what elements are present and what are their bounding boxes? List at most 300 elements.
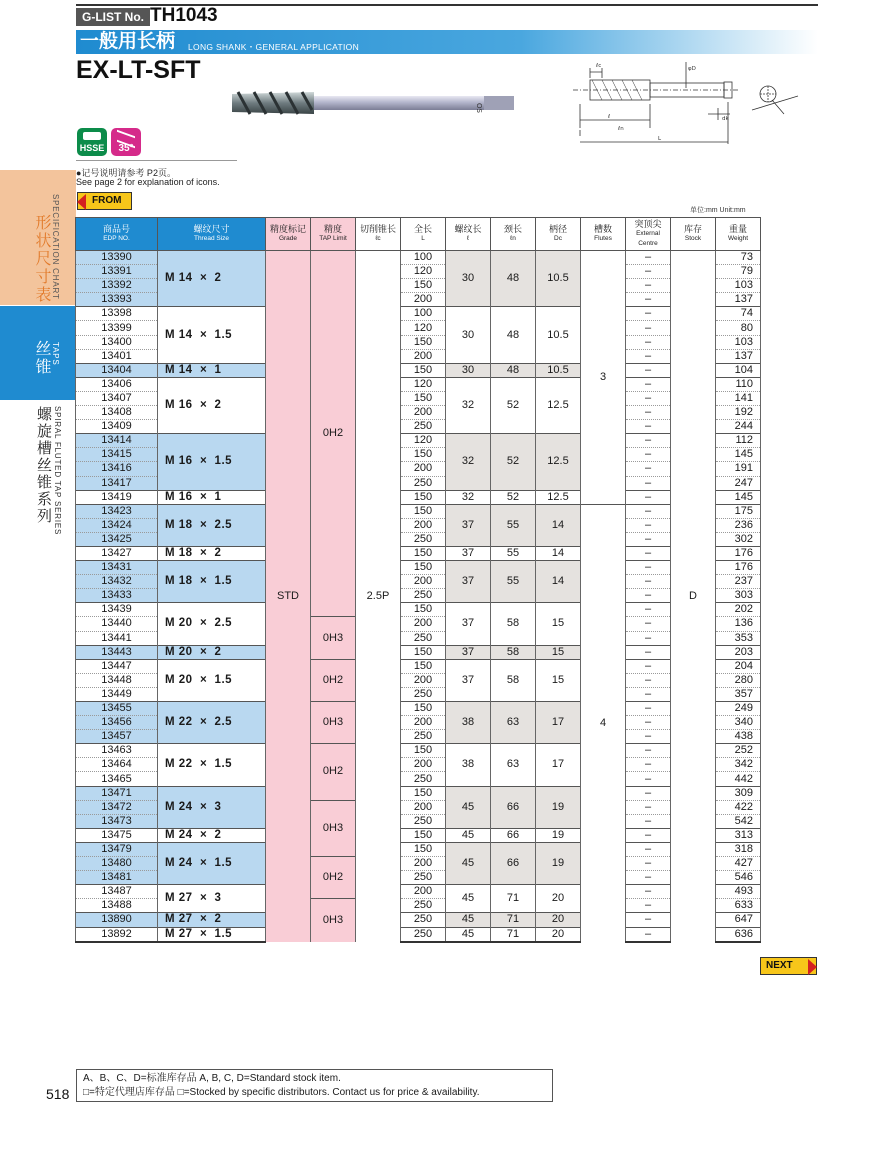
- edp-number: 13481: [76, 871, 158, 885]
- edp-number: 13414: [76, 434, 158, 448]
- weight: 442: [716, 772, 761, 786]
- shank-diameter: 15: [536, 603, 581, 645]
- thread-size: M 20 × 1.5: [158, 659, 266, 701]
- weight: 145: [716, 448, 761, 462]
- shank-diameter: 20: [536, 885, 581, 913]
- col-header: [311, 218, 356, 251]
- table-row: [76, 786, 761, 800]
- thread-size: M 20 × 2.5: [158, 603, 266, 645]
- external-centre: –: [626, 561, 671, 575]
- weight: 192: [716, 406, 761, 420]
- external-centre: –: [626, 913, 671, 927]
- divider: [76, 160, 237, 161]
- weight: 175: [716, 504, 761, 518]
- col-header: [446, 218, 491, 251]
- side-series-en: SPIRAL FLUTED TAP SERIES: [53, 406, 62, 536]
- tap-tool-image: [228, 88, 520, 118]
- overall-length: 150: [401, 363, 446, 377]
- edp-number: 13465: [76, 772, 158, 786]
- overall-length: 150: [401, 391, 446, 405]
- external-centre: –: [626, 772, 671, 786]
- thread-length: 45: [446, 927, 491, 942]
- external-centre: –: [626, 744, 671, 758]
- thread-size: M 27 × 1.5: [158, 927, 266, 942]
- weight: 342: [716, 758, 761, 772]
- tap-limit: 0H2: [311, 251, 356, 617]
- edp-number: 13415: [76, 448, 158, 462]
- page-number: 518: [46, 1086, 70, 1102]
- label-d: φD: [688, 66, 696, 72]
- table-row: [76, 927, 761, 942]
- label-ln: ℓn: [618, 126, 624, 132]
- label-L: L: [658, 136, 662, 142]
- weight: 357: [716, 687, 761, 701]
- overall-length: 250: [401, 687, 446, 701]
- thread-size: M 20 × 2: [158, 645, 266, 659]
- col-header-en: ℓ: [466, 235, 470, 242]
- external-centre: –: [626, 518, 671, 532]
- glist-code: TH1043: [150, 5, 218, 26]
- thread-size: M 24 × 3: [158, 786, 266, 828]
- legend-distributor: □=特定代理店库存品 □=Stocked by specific distributors. Contact us for price & availability.: [83, 1087, 480, 1098]
- tap-limit: 0H3: [311, 899, 356, 942]
- neck-length: 71: [491, 927, 536, 942]
- overall-length: 250: [401, 814, 446, 828]
- external-centre: –: [626, 391, 671, 405]
- side-tab-taps[interactable]: [0, 306, 76, 400]
- shank-diameter: 10.5: [536, 363, 581, 377]
- neck-length: 71: [491, 885, 536, 913]
- table-row: [76, 885, 761, 899]
- overall-length: 150: [401, 702, 446, 716]
- table-row: [76, 645, 761, 659]
- col-header: [671, 218, 716, 251]
- overall-length: 200: [401, 349, 446, 363]
- edp-number: 13890: [76, 913, 158, 927]
- neck-length: 66: [491, 786, 536, 828]
- weight: 313: [716, 828, 761, 842]
- thread-size: M 18 × 2: [158, 546, 266, 560]
- side-series-cn: 螺旋槽丝锥系列: [35, 406, 52, 525]
- edp-number: 13443: [76, 645, 158, 659]
- thread-size: M 24 × 2: [158, 828, 266, 842]
- edp-number: 13448: [76, 673, 158, 687]
- external-centre: –: [626, 716, 671, 730]
- table-row: [76, 546, 761, 560]
- overall-length: 100: [401, 307, 446, 321]
- overall-length: 150: [401, 842, 446, 856]
- shank-diameter: 15: [536, 645, 581, 659]
- weight: 104: [716, 363, 761, 377]
- weight: 353: [716, 631, 761, 645]
- external-centre: –: [626, 828, 671, 842]
- shank-diameter: 12.5: [536, 490, 581, 504]
- col-header: [491, 218, 536, 251]
- model-name: EX-LT-SFT: [76, 56, 201, 84]
- edp-number: 13419: [76, 490, 158, 504]
- weight: 542: [716, 814, 761, 828]
- table-row: [76, 490, 761, 504]
- shank-diameter: 19: [536, 828, 581, 842]
- overall-length: 200: [401, 406, 446, 420]
- edp-number: 13441: [76, 631, 158, 645]
- tool-marking: OS: [475, 103, 483, 113]
- col-header-en: EDP NO.: [103, 235, 130, 242]
- shank-diameter: 19: [536, 786, 581, 828]
- flutes: 3: [581, 251, 626, 505]
- weight: 318: [716, 842, 761, 856]
- external-centre: –: [626, 673, 671, 687]
- overall-length: 200: [401, 673, 446, 687]
- side-tab-spec-chart[interactable]: [0, 170, 76, 305]
- weight: 427: [716, 857, 761, 871]
- neck-length: 52: [491, 377, 536, 433]
- col-header-cn: 库存: [683, 224, 702, 234]
- edp-number: 13417: [76, 476, 158, 490]
- edp-number: 13440: [76, 617, 158, 631]
- edp-number: 13463: [76, 744, 158, 758]
- overall-length: 120: [401, 321, 446, 335]
- weight: 249: [716, 702, 761, 716]
- col-header-en: L: [421, 235, 425, 242]
- edp-number: 13480: [76, 857, 158, 871]
- hsse-icon: HSSE: [77, 128, 107, 156]
- overall-length: 200: [401, 518, 446, 532]
- col-header-en: ℓn: [510, 235, 516, 242]
- tap-limit: 0H2: [311, 659, 356, 701]
- shank-diameter: 19: [536, 842, 581, 884]
- neck-length: 48: [491, 363, 536, 377]
- overall-length: 250: [401, 927, 446, 942]
- external-centre: –: [626, 532, 671, 546]
- helix-angle-icon: 35°: [111, 128, 141, 156]
- icon-note-en: See page 2 for explanation of icons.: [76, 177, 220, 187]
- shank-diameter: 14: [536, 546, 581, 560]
- neck-length: 58: [491, 645, 536, 659]
- table-row: [76, 702, 761, 716]
- thread-length: 30: [446, 251, 491, 307]
- overall-length: 120: [401, 377, 446, 391]
- edp-number: 13473: [76, 814, 158, 828]
- thread-length: 30: [446, 363, 491, 377]
- shank-diameter: 12.5: [536, 434, 581, 490]
- spec-table: [75, 217, 761, 943]
- label-dk: dk: [722, 116, 729, 122]
- shank-diameter: 10.5: [536, 307, 581, 363]
- table-row: [76, 561, 761, 575]
- edp-number: 13475: [76, 828, 158, 842]
- table-row: [76, 307, 761, 321]
- edp-number: 13408: [76, 406, 158, 420]
- neck-length: 58: [491, 603, 536, 645]
- col-header-cn: 槽数: [593, 224, 612, 234]
- edp-number: 13456: [76, 716, 158, 730]
- col-header-cn: 切削锥长: [359, 224, 396, 234]
- weight: 237: [716, 575, 761, 589]
- external-centre: –: [626, 857, 671, 871]
- col-header-cn: 突顶尖: [634, 219, 662, 229]
- external-centre: –: [626, 730, 671, 744]
- thread-length: 38: [446, 702, 491, 744]
- weight: 309: [716, 786, 761, 800]
- external-centre: –: [626, 800, 671, 814]
- external-centre: –: [626, 321, 671, 335]
- edp-number: 13398: [76, 307, 158, 321]
- thread-length: 37: [446, 603, 491, 645]
- external-centre: –: [626, 462, 671, 476]
- edp-number: 13407: [76, 391, 158, 405]
- col-header-cn: 柄径: [548, 224, 567, 234]
- thread-length: 37: [446, 546, 491, 560]
- edp-number: 13457: [76, 730, 158, 744]
- col-header-cn: 精度: [323, 224, 342, 234]
- shank-diameter: 20: [536, 927, 581, 942]
- external-centre: –: [626, 659, 671, 673]
- weight: 202: [716, 603, 761, 617]
- side-tab-spec-cn: 形状尺寸表: [33, 214, 50, 304]
- edp-number: 13455: [76, 702, 158, 716]
- external-centre: –: [626, 603, 671, 617]
- shank-diameter: 17: [536, 702, 581, 744]
- overall-length: 200: [401, 575, 446, 589]
- edp-number: 13392: [76, 279, 158, 293]
- thread-size: M 14 × 1: [158, 363, 266, 377]
- col-header: [401, 218, 446, 251]
- overall-length: 150: [401, 448, 446, 462]
- thread-size: M 27 × 2: [158, 913, 266, 927]
- overall-length: 200: [401, 800, 446, 814]
- edp-number: 13439: [76, 603, 158, 617]
- overall-length: 250: [401, 772, 446, 786]
- overall-length: 150: [401, 659, 446, 673]
- external-centre: –: [626, 589, 671, 603]
- col-header: [626, 218, 671, 251]
- table-row: [76, 251, 761, 265]
- col-header: [716, 218, 761, 251]
- weight: 340: [716, 716, 761, 730]
- category-title-cn: 一般用长柄: [80, 31, 176, 52]
- overall-length: 250: [401, 420, 446, 434]
- edp-number: 13488: [76, 899, 158, 913]
- edp-number: 13409: [76, 420, 158, 434]
- overall-length: 250: [401, 532, 446, 546]
- tap-limit: 0H2: [311, 857, 356, 899]
- weight: 633: [716, 899, 761, 913]
- overall-length: 200: [401, 857, 446, 871]
- from-button[interactable]: FROM: [77, 192, 132, 210]
- col-header-en: External Centre: [636, 230, 660, 247]
- overall-length: 200: [401, 758, 446, 772]
- col-header-cn: 重量: [728, 224, 747, 234]
- neck-length: 66: [491, 842, 536, 884]
- weight: 236: [716, 518, 761, 532]
- thread-length: 45: [446, 786, 491, 828]
- external-centre: –: [626, 420, 671, 434]
- table-row: [76, 659, 761, 673]
- edp-number: 13427: [76, 546, 158, 560]
- weight: 636: [716, 927, 761, 942]
- external-centre: –: [626, 251, 671, 265]
- overall-length: 250: [401, 476, 446, 490]
- overall-length: 150: [401, 279, 446, 293]
- shank-diameter: 12.5: [536, 377, 581, 433]
- edp-number: 13433: [76, 589, 158, 603]
- edp-number: 13425: [76, 532, 158, 546]
- overall-length: 250: [401, 631, 446, 645]
- side-tab-taps-en: TAPS: [51, 342, 60, 366]
- overall-length: 200: [401, 293, 446, 307]
- external-centre: –: [626, 476, 671, 490]
- overall-length: 150: [401, 490, 446, 504]
- weight: 191: [716, 462, 761, 476]
- weight: 303: [716, 589, 761, 603]
- weight: 546: [716, 871, 761, 885]
- thread-length: 32: [446, 377, 491, 433]
- col-header-en: Stock: [684, 235, 702, 242]
- table-row: [76, 603, 761, 617]
- edp-number: 13401: [76, 349, 158, 363]
- external-centre: –: [626, 899, 671, 913]
- neck-length: 48: [491, 251, 536, 307]
- external-centre: –: [626, 927, 671, 942]
- thread-length: 45: [446, 828, 491, 842]
- external-centre: –: [626, 434, 671, 448]
- label-lc: ℓc: [596, 63, 602, 69]
- thread-size: M 18 × 1.5: [158, 561, 266, 603]
- weight: 137: [716, 349, 761, 363]
- col-header-en: Grade: [278, 235, 298, 242]
- overall-length: 150: [401, 546, 446, 560]
- thread-length: 45: [446, 842, 491, 884]
- thread-size: M 27 × 3: [158, 885, 266, 913]
- external-centre: –: [626, 406, 671, 420]
- table-row: [76, 377, 761, 391]
- weight: 80: [716, 321, 761, 335]
- neck-length: 48: [491, 307, 536, 363]
- weight: 422: [716, 800, 761, 814]
- weight: 252: [716, 744, 761, 758]
- neck-length: 52: [491, 490, 536, 504]
- thread-length: 37: [446, 504, 491, 546]
- weight: 493: [716, 885, 761, 899]
- unit-label: 单位:mm Unit:mm: [690, 207, 746, 214]
- neck-length: 55: [491, 546, 536, 560]
- edp-number: 13390: [76, 251, 158, 265]
- weight: 73: [716, 251, 761, 265]
- label-l: ℓ: [608, 114, 611, 120]
- col-header: [76, 218, 158, 251]
- external-centre: –: [626, 265, 671, 279]
- external-centre: –: [626, 349, 671, 363]
- col-header-en: Flutes: [594, 235, 612, 242]
- thread-length: 45: [446, 913, 491, 927]
- overall-length: 150: [401, 828, 446, 842]
- thread-size: M 22 × 2.5: [158, 702, 266, 744]
- external-centre: –: [626, 448, 671, 462]
- thread-size: M 18 × 2.5: [158, 504, 266, 546]
- weight: 280: [716, 673, 761, 687]
- thread-length: 32: [446, 490, 491, 504]
- shank-diameter: 14: [536, 504, 581, 546]
- shank-diameter: 17: [536, 744, 581, 786]
- edp-number: 13431: [76, 561, 158, 575]
- col-header-cn: 螺纹尺寸: [193, 224, 230, 234]
- weight: 103: [716, 335, 761, 349]
- tap-limit: 0H3: [311, 702, 356, 744]
- col-header-cn: 全长: [413, 224, 432, 234]
- weight: 79: [716, 265, 761, 279]
- external-centre: –: [626, 758, 671, 772]
- edp-number: 13449: [76, 687, 158, 701]
- overall-length: 200: [401, 885, 446, 899]
- overall-length: 250: [401, 899, 446, 913]
- weight: 647: [716, 913, 761, 927]
- thread-length: 32: [446, 434, 491, 490]
- overall-length: 250: [401, 730, 446, 744]
- external-centre: –: [626, 645, 671, 659]
- table-row: [76, 828, 761, 842]
- neck-length: 63: [491, 744, 536, 786]
- thread-size: M 14 × 1.5: [158, 307, 266, 363]
- overall-length: 150: [401, 645, 446, 659]
- overall-length: 120: [401, 265, 446, 279]
- col-header-en: Thread Size: [193, 235, 230, 242]
- stock: D: [671, 251, 716, 942]
- edp-number: 13432: [76, 575, 158, 589]
- next-button[interactable]: NEXT: [760, 957, 817, 975]
- edp-number: 13487: [76, 885, 158, 899]
- edp-number: 13393: [76, 293, 158, 307]
- overall-length: 200: [401, 716, 446, 730]
- table-row: [76, 504, 761, 518]
- external-centre: –: [626, 490, 671, 504]
- thread-size: M 16 × 2: [158, 377, 266, 433]
- tap-limit: 0H3: [311, 800, 356, 856]
- category-title-en: LONG SHANK・GENERAL APPLICATION: [188, 42, 360, 52]
- weight: 137: [716, 293, 761, 307]
- overall-length: 150: [401, 335, 446, 349]
- table-row: [76, 434, 761, 448]
- table-row: [76, 363, 761, 377]
- thread-size: M 24 × 1.5: [158, 842, 266, 884]
- col-header-en: Dc: [554, 235, 562, 242]
- external-centre: –: [626, 631, 671, 645]
- weight: 203: [716, 645, 761, 659]
- thread-length: 30: [446, 307, 491, 363]
- external-centre: –: [626, 687, 671, 701]
- weight: 74: [716, 307, 761, 321]
- external-centre: –: [626, 814, 671, 828]
- weight: 247: [716, 476, 761, 490]
- external-centre: –: [626, 871, 671, 885]
- side-tab-taps-cn: 丝锥: [33, 340, 50, 376]
- side-tab-spec-en: SPECIFICATION CHART: [51, 194, 60, 300]
- edp-number: 13423: [76, 504, 158, 518]
- chamfer-length: 2.5P: [356, 251, 401, 942]
- neck-length: 66: [491, 828, 536, 842]
- overall-length: 150: [401, 561, 446, 575]
- dimension-drawing: [568, 58, 818, 150]
- thread-size: M 16 × 1.5: [158, 434, 266, 490]
- external-centre: –: [626, 293, 671, 307]
- external-centre: –: [626, 702, 671, 716]
- col-header-cn: 螺纹长: [454, 224, 482, 234]
- external-centre: –: [626, 335, 671, 349]
- col-header-cn: 商品号: [102, 224, 130, 234]
- thread-size: M 16 × 1: [158, 490, 266, 504]
- shank-diameter: 14: [536, 561, 581, 603]
- table-row: [76, 842, 761, 856]
